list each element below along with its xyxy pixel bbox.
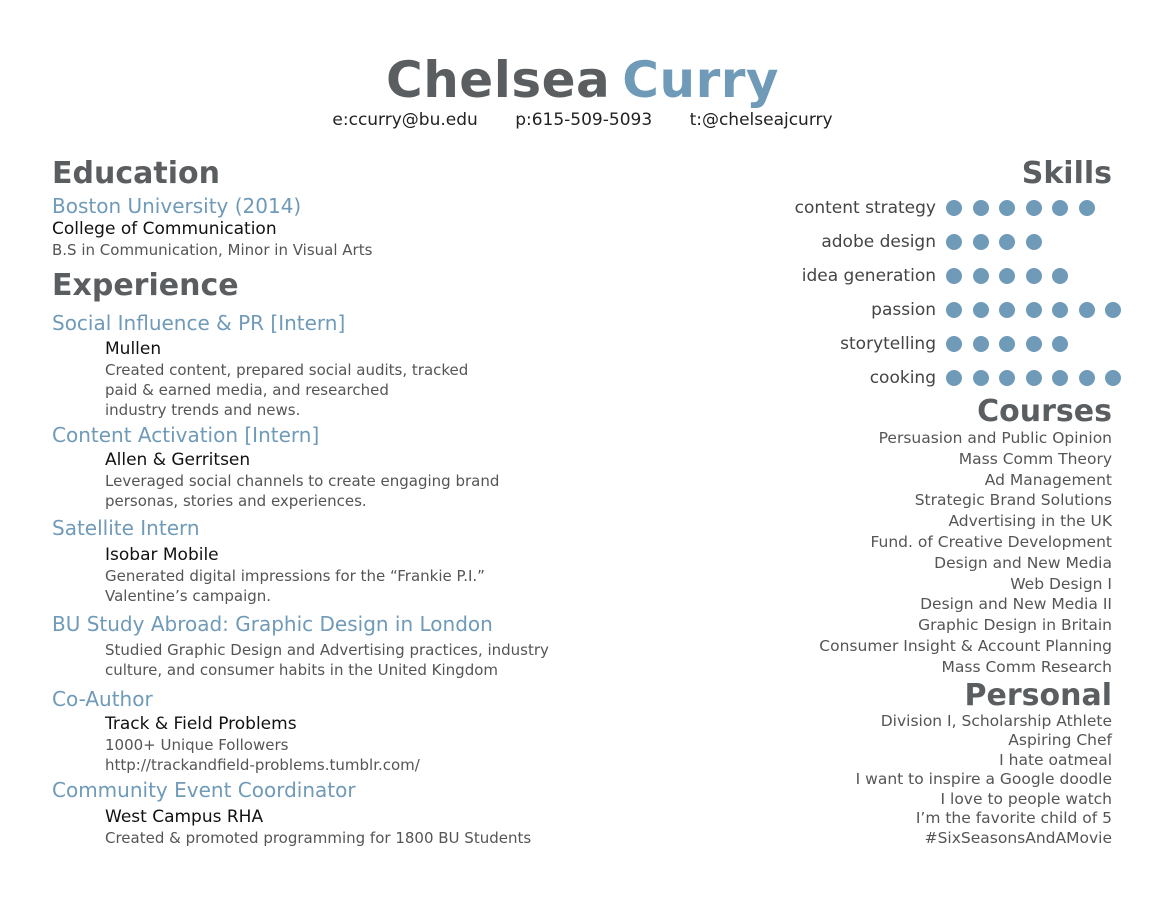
skill-row [692, 225, 1112, 259]
skill-rating [946, 336, 1112, 352]
rating-dot [1026, 336, 1042, 352]
experience-heading: Experience [52, 268, 239, 303]
education-heading: Education [52, 156, 220, 191]
personal-item: Aspiring Chef [1008, 731, 1112, 750]
course-item: Mass Comm Theory [958, 449, 1112, 468]
experience-role: Social Influence & PR [Intern] [52, 311, 346, 335]
rating-dot [973, 370, 989, 386]
course-item: Persuasion and Public Opinion [878, 429, 1112, 447]
personal-heading: Personal [964, 677, 1112, 713]
personal-item: I hate oatmeal [999, 750, 1112, 769]
education-college: College of Communication [52, 219, 277, 239]
personal-item: Division I, Scholarship Athlete [880, 711, 1112, 730]
course-item: Advertising in the UK [948, 512, 1112, 531]
rating-dot [946, 234, 962, 250]
skill-name: content strategy [794, 198, 936, 218]
rating-dot [1105, 370, 1121, 386]
course-item: Design and New Media II [920, 595, 1112, 614]
course-item: Consumer Insight & Account Planning [819, 636, 1112, 655]
experience-item [52, 424, 692, 511]
experience-org: Track & Field Problems [105, 714, 297, 734]
candidate-name [0, 52, 1165, 108]
rating-dot [1052, 302, 1068, 318]
experience-role: Satellite Intern [52, 516, 200, 540]
experience-desc-line[interactable]: http://trackandfield-problems.tumblr.com/ [105, 756, 420, 774]
personal-item: I love to people watch [940, 789, 1112, 808]
rating-dot [946, 370, 962, 386]
rating-dot [1026, 234, 1042, 250]
skill-rating [946, 234, 1112, 250]
skill-name: passion [871, 300, 936, 320]
course-item: Fund. of Creative Development [870, 532, 1112, 551]
experience-role: Community Event Coordinator [52, 778, 356, 802]
courses-list [692, 428, 1112, 678]
courses-heading: Courses [977, 394, 1112, 429]
skill-name: idea generation [801, 266, 936, 286]
skill-rating [946, 370, 1112, 386]
rating-dot [973, 234, 989, 250]
experience-desc-line: Leveraged social channels to create engaging brand [105, 472, 500, 490]
experience-role: Content Activation [Intern] [52, 423, 320, 447]
rating-dot [999, 268, 1015, 284]
rating-dot [946, 302, 962, 318]
skill-name: storytelling [840, 334, 936, 354]
first-name: Chelsea [386, 51, 611, 109]
phone[interactable]: p:615-509-5093 [515, 110, 653, 130]
course-item: Strategic Brand Solutions [914, 491, 1112, 510]
experience-desc-line: industry trends and news. [105, 401, 301, 419]
personal-list [692, 712, 1112, 849]
rating-dot [973, 302, 989, 318]
rating-dot [1052, 268, 1068, 284]
skill-row [692, 259, 1112, 293]
resume-header [0, 52, 1165, 132]
email[interactable]: e:ccurry@bu.edu [332, 110, 478, 130]
course-item: Graphic Design in Britain [918, 616, 1112, 635]
rating-dot [1026, 268, 1042, 284]
rating-dot [1079, 302, 1095, 318]
rating-dot [946, 268, 962, 284]
course-item: Ad Management [984, 470, 1112, 489]
rating-dot [1026, 302, 1042, 318]
rating-dot [946, 200, 962, 216]
experience-role: Co-Author [52, 687, 153, 711]
rating-dot [1079, 200, 1095, 216]
last-name: Curry [622, 51, 779, 109]
rating-dot [999, 200, 1015, 216]
rating-dot [946, 336, 962, 352]
rating-dot [1026, 370, 1042, 386]
experience-desc-line: personas, stories and experiences. [105, 492, 367, 510]
twitter-handle[interactable]: t:@chelseajcurry [689, 110, 833, 130]
rating-dot [1026, 200, 1042, 216]
skills-heading: Skills [1021, 156, 1112, 191]
experience-desc-line: Generated digital impressions for the “Frankie P.I.” [105, 567, 485, 585]
experience-org: West Campus RHA [105, 807, 264, 827]
experience-role: BU Study Abroad: Graphic Design in London [52, 612, 493, 636]
course-item: Web Design I [1010, 574, 1112, 593]
experience-desc-line: Studied Graphic Design and Advertising practices, industry [105, 641, 549, 659]
experience-desc-line: paid & earned media, and researched [105, 381, 389, 399]
rating-dot [999, 302, 1015, 318]
experience-item [52, 613, 692, 680]
experience-desc-line: Created & promoted programming for 1800 BU Students [105, 829, 532, 847]
experience-desc-line: Created content, prepared social audits, tracked [105, 361, 469, 379]
rating-dot [999, 336, 1015, 352]
experience-item [52, 779, 692, 848]
skill-name: adobe design [821, 232, 936, 252]
skill-rating [946, 302, 1112, 318]
rating-dot [1052, 370, 1068, 386]
skill-row [692, 361, 1112, 395]
skill-row [692, 191, 1112, 225]
contact-line [0, 108, 1165, 132]
skill-rating [946, 268, 1112, 284]
experience-desc-line: culture, and consumer habits in the United Kingdom [105, 661, 499, 679]
skill-row [692, 327, 1112, 361]
experience-item [52, 312, 692, 420]
experience-org: Isobar Mobile [105, 545, 219, 565]
rating-dot [1105, 302, 1121, 318]
course-item: Design and New Media [934, 553, 1112, 572]
rating-dot [1052, 336, 1068, 352]
experience-org: Allen & Gerritsen [105, 450, 251, 470]
left-column [52, 156, 692, 848]
personal-item: #SixSeasonsAndAMovie [924, 828, 1112, 847]
experience-desc-line: 1000+ Unique Followers [105, 736, 289, 754]
experience-item [52, 688, 692, 775]
education-school: Boston University (2014) [52, 194, 302, 218]
experience-item [52, 517, 692, 606]
rating-dot [999, 234, 1015, 250]
rating-dot [1052, 200, 1068, 216]
experience-org: Mullen [105, 339, 162, 359]
education-degree: B.S in Communication, Minor in Visual Arts [52, 241, 373, 259]
personal-item: I’m the favorite child of 5 [915, 809, 1112, 828]
course-item: Mass Comm Research [941, 657, 1112, 676]
rating-dot [1079, 370, 1095, 386]
skill-name: cooking [869, 368, 936, 388]
rating-dot [973, 200, 989, 216]
skills-list [692, 191, 1112, 395]
right-column [692, 156, 1112, 848]
personal-item: I want to inspire a Google doodle [855, 770, 1112, 789]
rating-dot [973, 336, 989, 352]
rating-dot [999, 370, 1015, 386]
skill-rating [946, 200, 1112, 216]
skill-row [692, 293, 1112, 327]
experience-desc-line: Valentine’s campaign. [105, 587, 272, 605]
rating-dot [973, 268, 989, 284]
